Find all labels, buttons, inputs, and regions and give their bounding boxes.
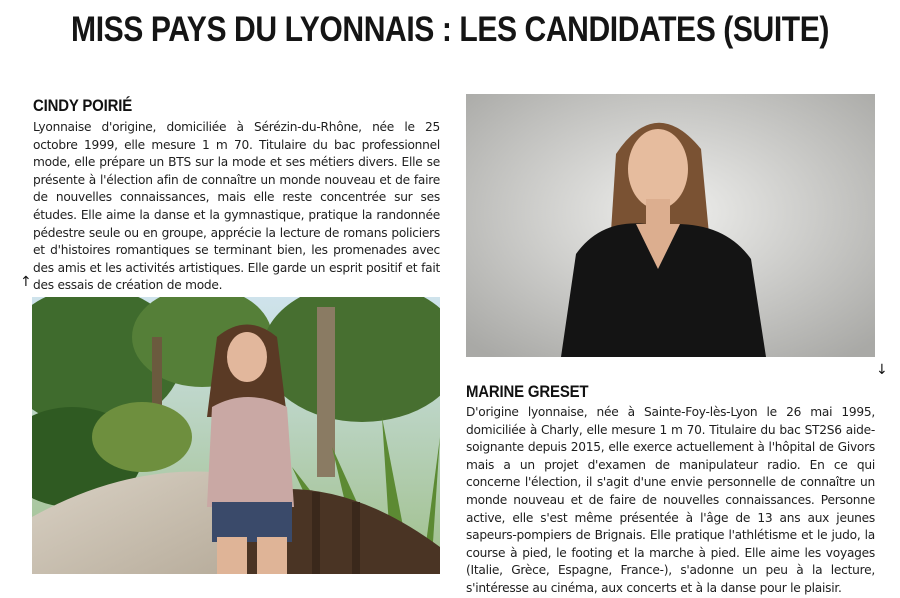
candidate-bio-marine: D'origine lyonnaise, née à Sainte-Foy-lès-Lyon le 26 mai 1995, domiciliée à Charly, elle mesure 1 m 70. Titulaire du bac ST2S6 aide-soignante depuis 2015, elle exerce actuellement à l'hôpital de Givors mais a un projet d'examen de manipulateur radio. En ce qui concerne l'élection, il s'agit d'une envie personnelle de connaître un monde nouveau et de faire de nouvelles connaissances. Personne active, elle s'est même présentée à l'âge de 13 ans aux jeunes sapeurs-pompiers de Brignais. Elle pratique l'athlétisme et le judo, la course à pied, le footing et la marche à pied. Elle aime les voyages (Italie, Grèce, Espagne, France-), s'adonne un peu à la lecture, s'intéresse au cinéma, aux concerts et à la danse pour le plaisir. [466, 405, 875, 595]
photo-marine [466, 94, 875, 357]
studio-portrait-photo-icon [466, 94, 875, 357]
candidate-name-cindy: CINDY POIRIÉ [33, 96, 133, 115]
candidate-bio-cindy: Lyonnaise d'origine, domiciliée à Sérézin-du-Rhône, née le 25 octobre 1999, elle mesure 1 m 70. Titulaire du bac professionnel mode, elle prépare un BTS sur la mode et ses métiers divers. Elle se présente à l'élection afin de connaître un monde nouveau et de faire de nouvelles connaissances, mais elle reste concentrée sur ses études. Elle aime la danse et la gymnastique, pratique la randonnée pédestre seule ou en groupe, apprécie la lecture de romans policiers et d'histoires romantiques se terminant bien, les promenades avec des amis et les activités artistiques. Elle garde un esprit positif et fait des essais de création de mode. [33, 120, 440, 293]
down-arrow-icon: ↓ [876, 362, 888, 378]
page-title: MISS PAYS DU LYONNAIS : LES CANDIDATES (SUITE) [71, 10, 829, 49]
up-arrow-icon: ↑ [20, 274, 32, 290]
candidate-name-marine: MARINE GRESET [466, 382, 589, 401]
garden-portrait-photo-icon [32, 297, 440, 574]
photo-cindy [32, 297, 440, 574]
